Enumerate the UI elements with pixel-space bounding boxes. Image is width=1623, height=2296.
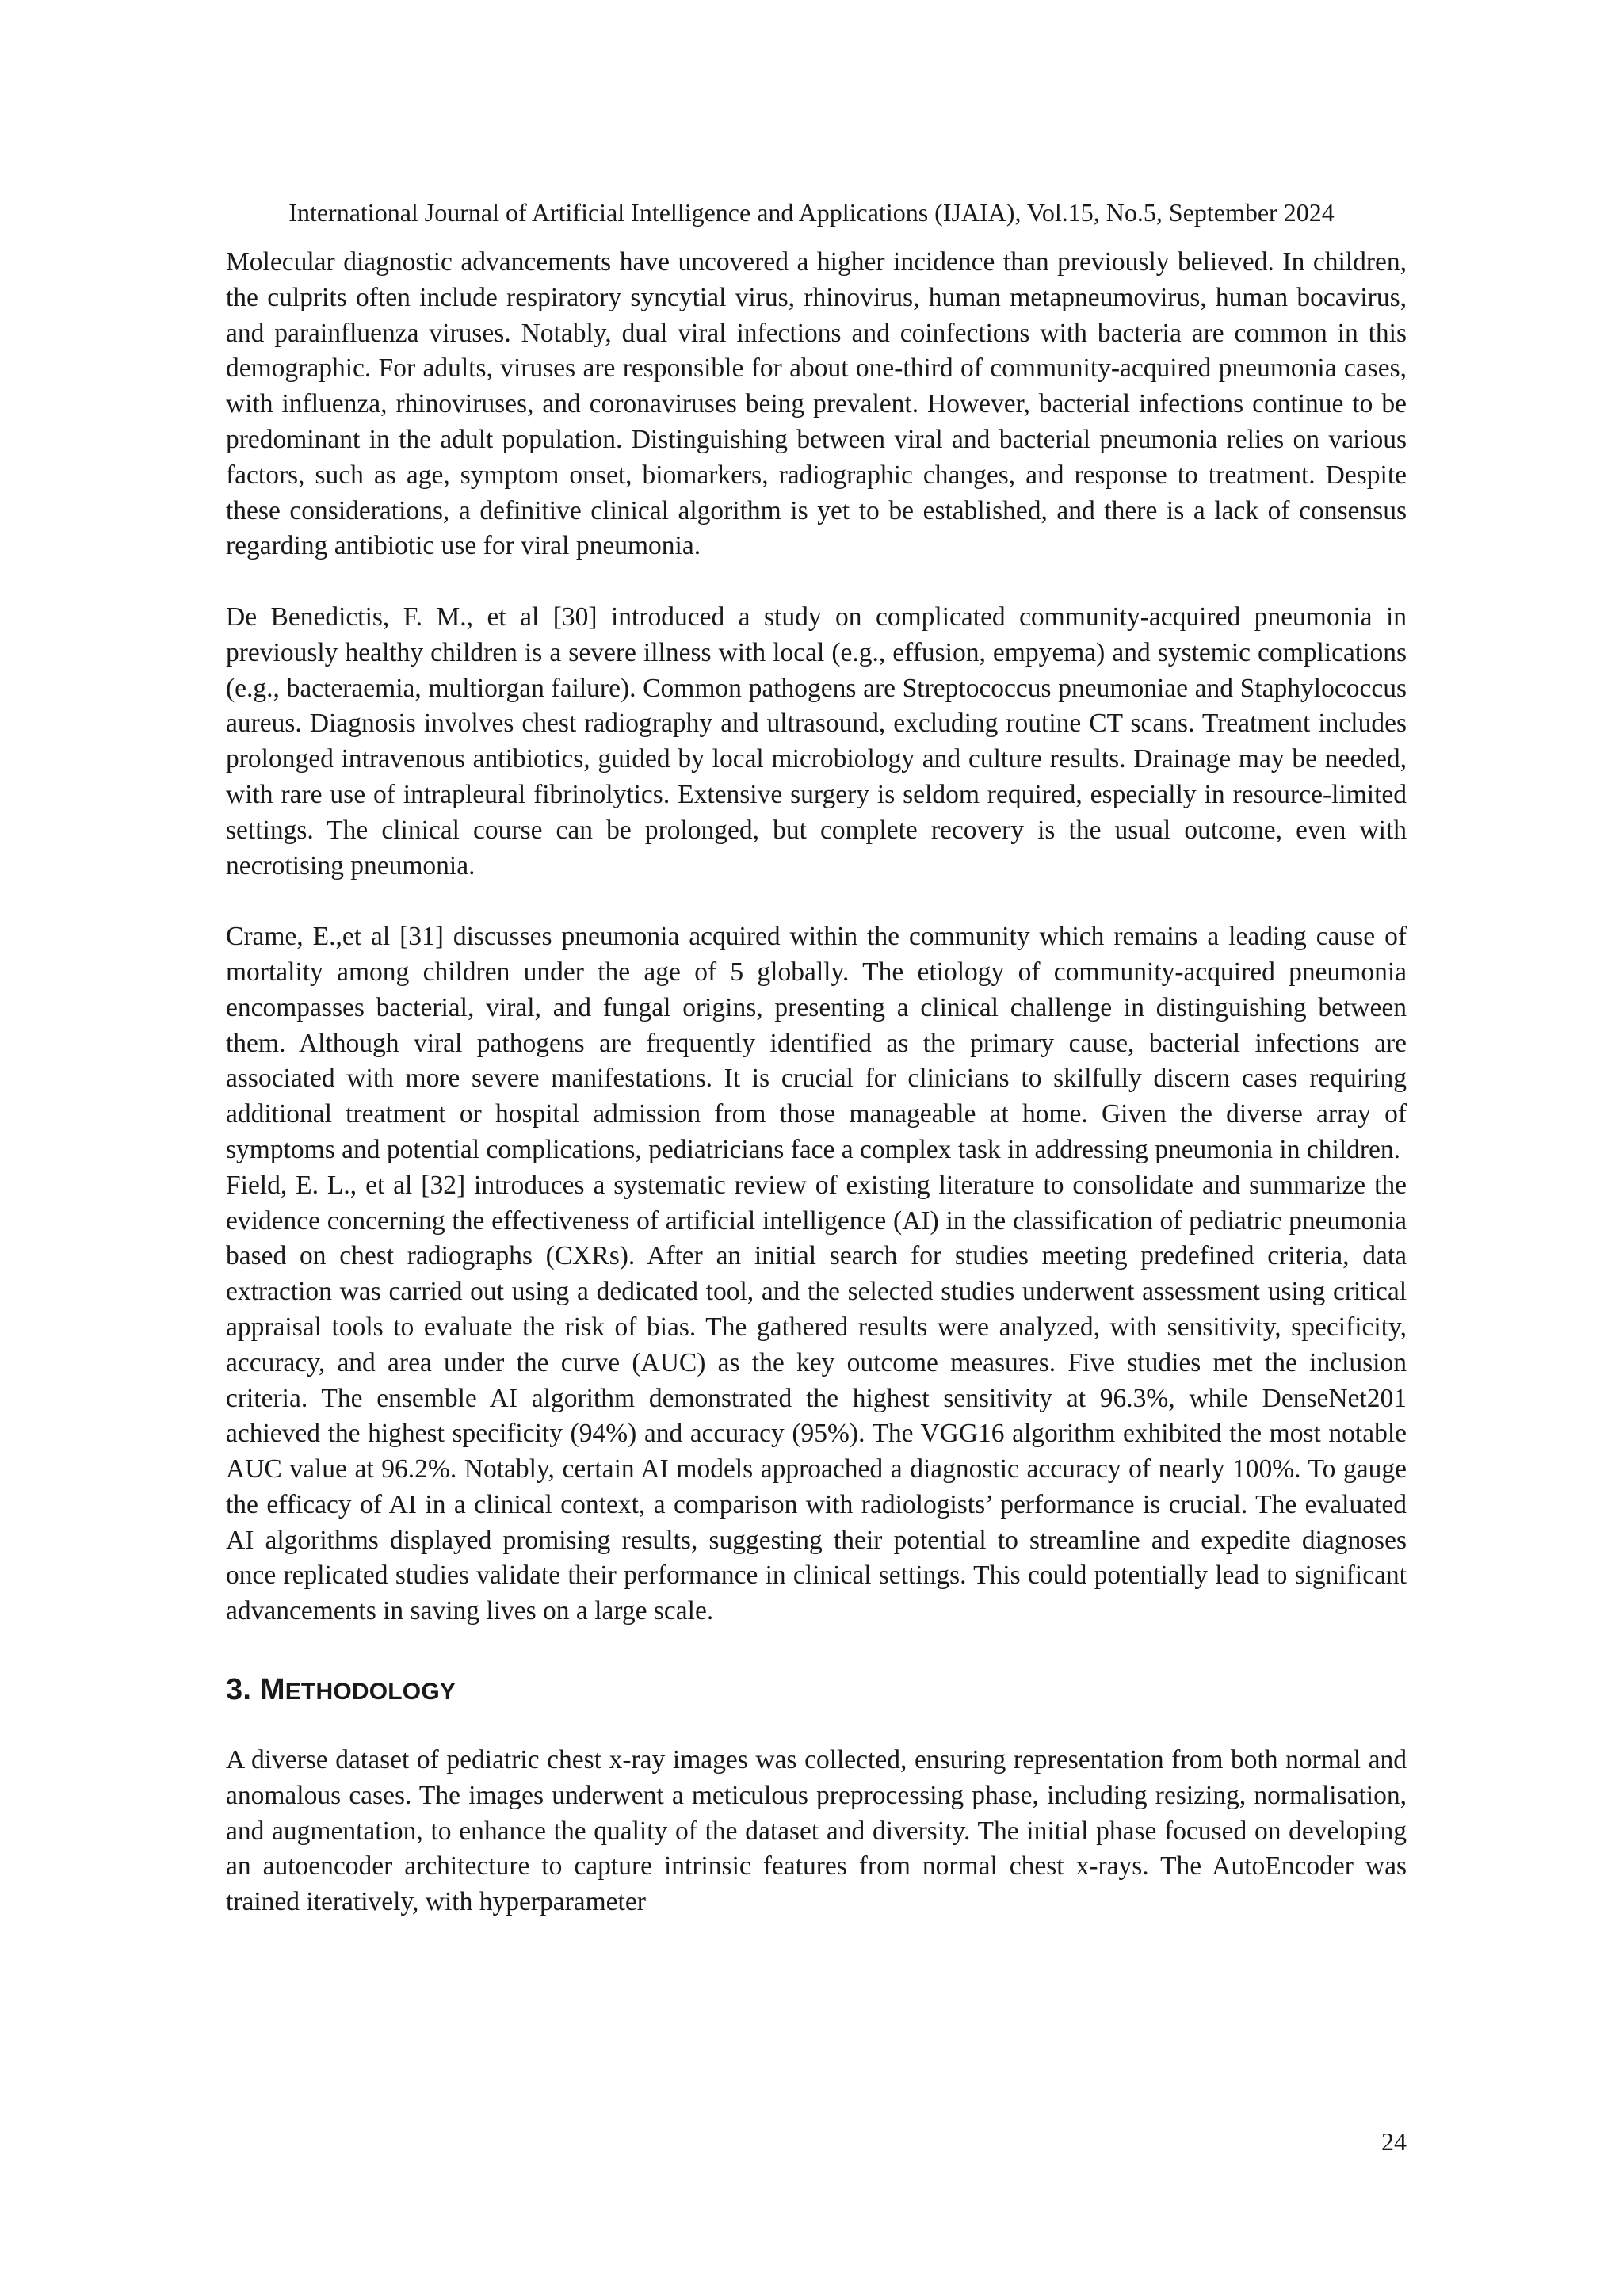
paragraph-viral-etiology: Molecular diagnostic advancements have uncovered a higher incidence than previously believed. In children, the culprits often include respiratory syncytial virus, rhinovirus, human metapneumovirus, human bocavirus, and parainfluenza viruses. Notably, dual viral infections and coinfections with bacteria are common in this demographic. For adults, viruses are responsible for about one-third of community-acquired pneumonia cases, with influenza, rhinoviruses, and coronaviruses being prevalent. However, bacterial infections continue to be predominant in the adult population. Distinguishing between viral and bacterial pneumonia relies on various factors, such as age, symptom onset, biomarkers, radiographic changes, and response to treatment. Despite these considerations, a definitive clinical algorithm is yet to be established, and there is a lack of consensus regarding antibiotic use for viral pneumonia. — [226, 247, 1407, 561]
paragraph-field: Field, E. L., et al [32] introduces a systematic review of existing literature to consolidate and summarize the evidence concerning the effectiveness of artificial intelligence (AI) in the classification of pediatric pneumonia based on chest radiographs (CXRs). After an initial search for studies meeting predefined criteria, data extraction was carried out using a dedicated tool, and the selected studies underwent assessment using critical appraisal tools to evaluate the risk of bias. The gathered results were analyzed, with sensitivity, specificity, accuracy, and area under the curve (AUC) as the key outcome measures. Five studies met the inclusion criteria. The ensemble AI algorithm demonstrated the highest sensitivity at 96.3%, while DenseNet201 achieved the highest specificity (94%) and accuracy (95%). The VGG16 algorithm exhibited the most notable AUC value at 96.2%. Notably, certain AI models approached a diagnostic accuracy of nearly 100%. To gauge the efficacy of AI in a clinical context, a comparison with radiologists’ performance is crucial. The evaluated AI algorithms displayed promising results, suggesting their potential to streamline and expedite diagnoses once replicated studies validate their performance in clinical settings. This could potentially lead to significant advancements in saving lives on a large scale. — [226, 1170, 1407, 1626]
section-title-initial: M — [259, 1673, 285, 1707]
paragraph-methodology: A diverse dataset of pediatric chest x-ray images was collected, ensuring representation from both normal and anomalous cases. The images underwent a meticulous preprocessing phase, including resizing, normalisation, and augmentation, to enhance the quality of the dataset and diversity. The initial phase focused on developing an autoencoder architecture to capture intrinsic features from normal chest x-rays. The AutoEncoder was trained iteratively, with hyperparameter — [226, 1745, 1407, 1917]
body-text — [226, 245, 1407, 1920]
section-heading-methodology — [226, 1671, 1407, 1711]
page-number: 24 — [1381, 2127, 1407, 2156]
section-number: 3. — [226, 1673, 252, 1707]
section-title-rest: ETHODOLOGY — [285, 1679, 456, 1706]
paragraph-crame: Crame, E.,et al [31] discusses pneumonia acquired within the community which remains a leading cause of mortality among children under the age of 5 globally. The etiology of community-acquired pneumonia encompasses bacterial, viral, and fungal origins, presenting a clinical challenge in distinguishing between them. Although viral pathogens are frequently identified as the primary cause, bacterial infections are associated with more severe manifestations. It is crucial for clinicians to skilfully discern cases requiring additional treatment or hospital admission from those manageable at home. Given the diverse array of symptoms and potential complications, pediatricians face a complex task in addressing pneumonia in children. — [226, 922, 1407, 1164]
paragraph-de-benedictis: De Benedictis, F. M., et al [30] introduced a study on complicated community-acquired pneumonia in previously healthy children is a severe illness with local (e.g., effusion, empyema) and systemic complications (e.g., bacteraemia, multiorgan failure). Common pathogens are Streptococcus pneumoniae and Staphylococcus aureus. Diagnosis involves chest radiography and ultrasound, excluding routine CT scans. Treatment includes prolonged intravenous antibiotics, guided by local microbiology and culture results. Drainage may be needed, with rare use of intrapleural fibrinolytics. Extensive surgery is seldom required, especially in resource-limited settings. The clinical course can be prolonged, but complete recovery is the usual outcome, even with necrotising pneumonia. — [226, 602, 1407, 881]
running-header: International Journal of Artificial Intelligence and Applications (IJAIA), Vol.15, No.5, September 2024 — [288, 198, 1335, 227]
